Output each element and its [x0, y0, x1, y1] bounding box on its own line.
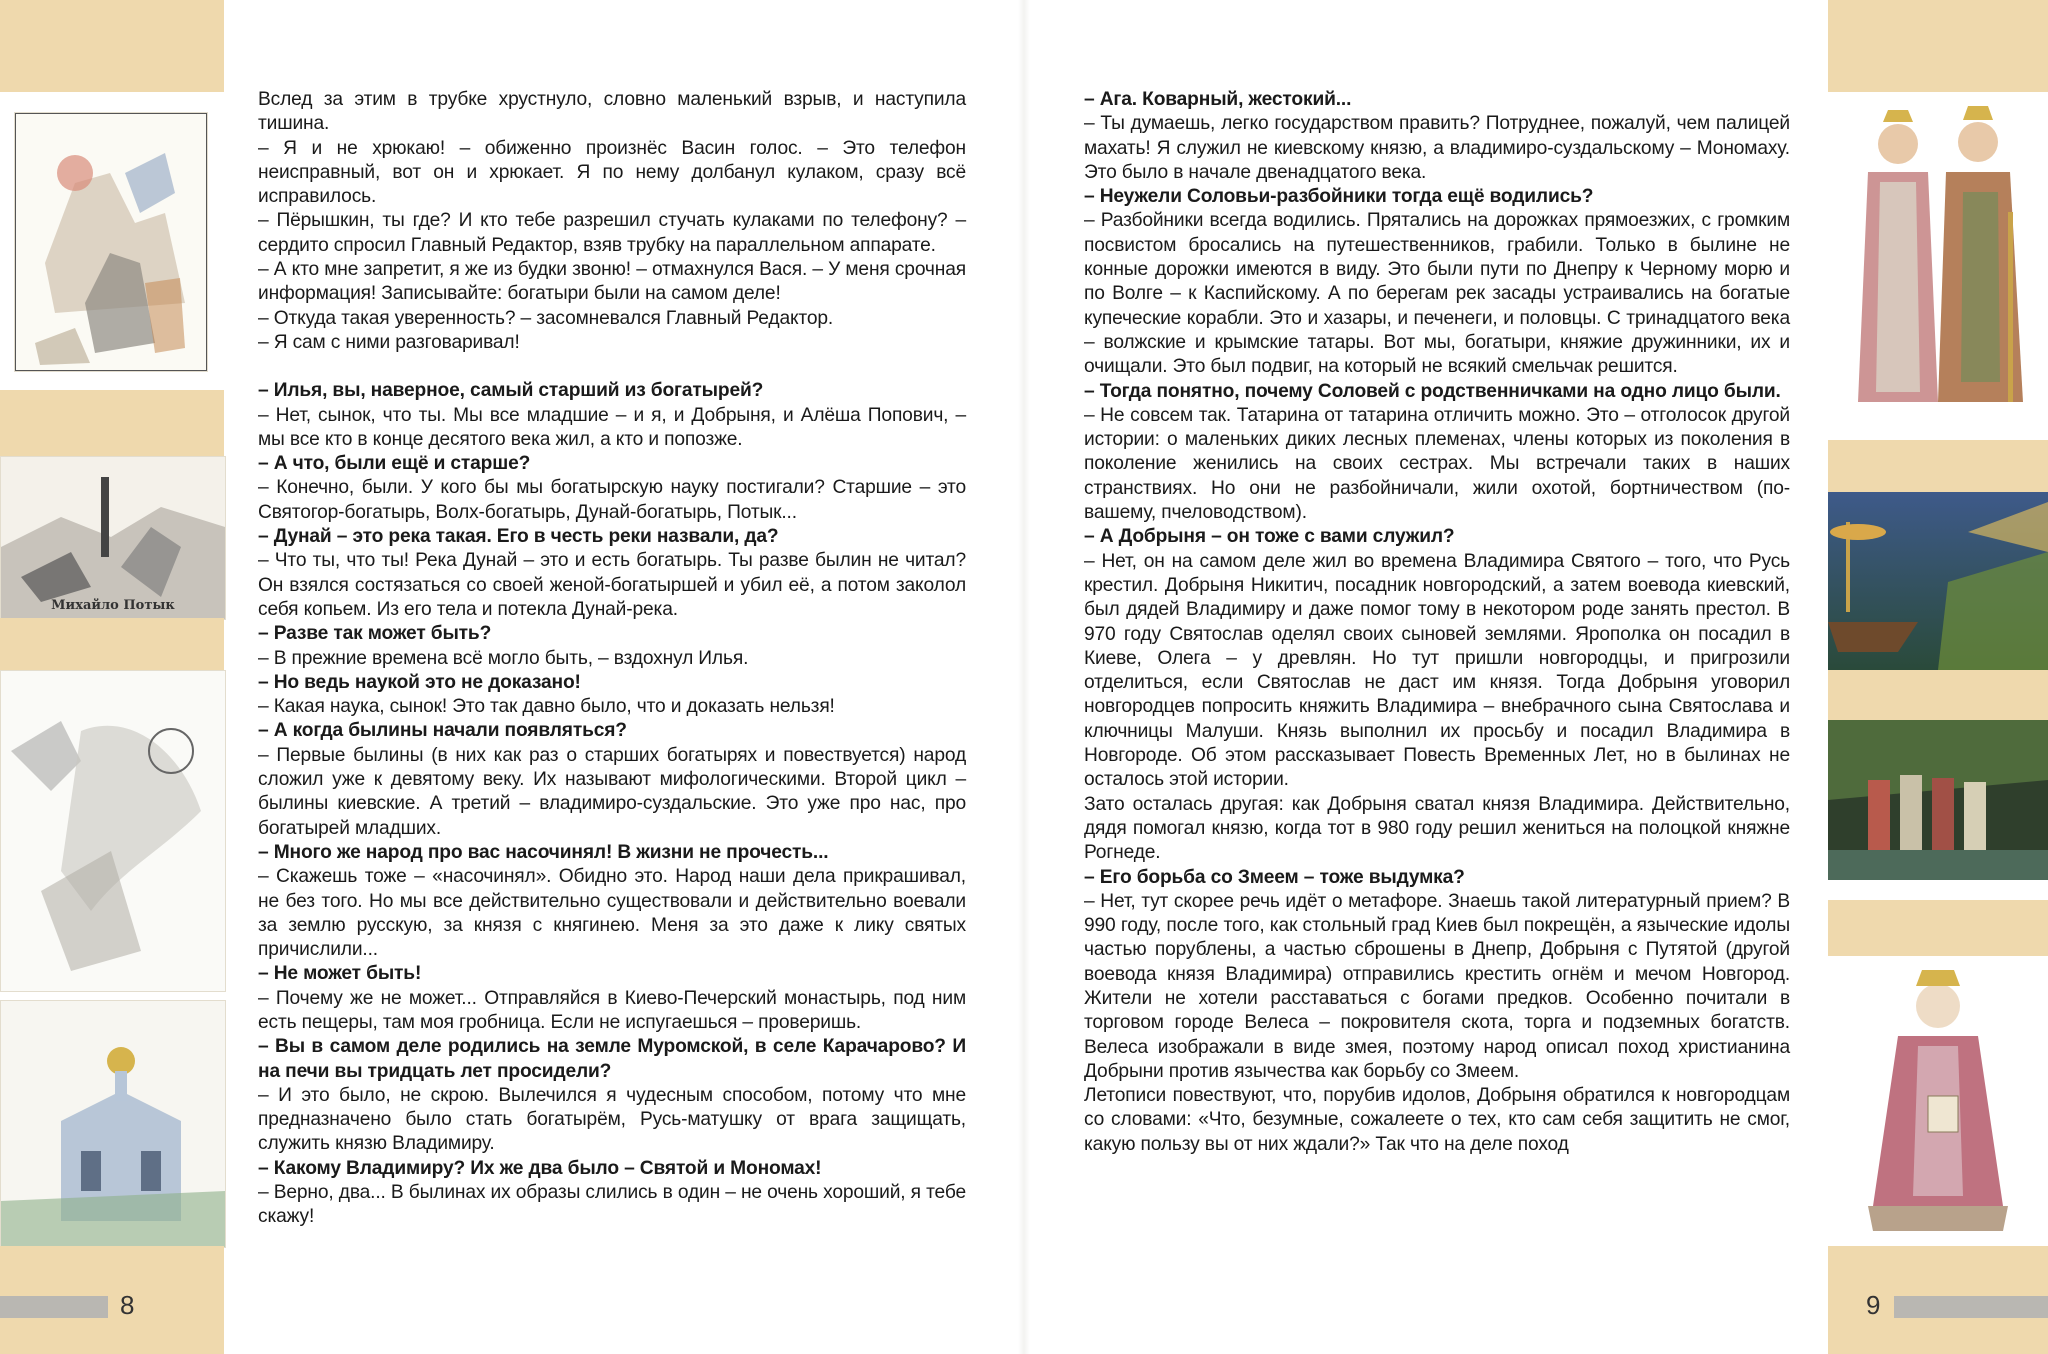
illustration-princess — [1828, 956, 2048, 1246]
left-page-bar — [0, 1296, 108, 1318]
left-band-3 — [0, 618, 224, 670]
paragraph: – Первые былины (в них как раз о старших богатырях и повествуется) народ сложил уже к девятому веку. Их называют мифологическими. Второй цикл – былины киевские. А третий – владимиро-суздальские. Это уже про нас, про богатырей младших. — [258, 744, 966, 839]
illustration-michailo-potyk — [0, 456, 226, 620]
paragraph: – Я и не хрюкаю! – обиженно произнёс Васин голос. – Это телефон неисправный, вот он и хрюкает. Я по нему долбанул кулаком, сразу всё исправилось. — [258, 137, 966, 208]
interview-question: – А когда былины начали появляться? — [258, 720, 627, 742]
right-band-top — [1828, 0, 2048, 92]
paragraph: – Нет, сынок, что ты. Мы все младшие – и я, и Добрыня, и Алёша Попович, – мы все кто в конце десятого века жил, а кто и попозже. — [258, 404, 966, 450]
left-illustration-column — [0, 0, 224, 1354]
illustration-monastery — [0, 1000, 226, 1248]
interview-question: – Вы в самом деле родились на земле Муромской, в селе Карачарово? И на печи вы тридцать лет просидели? — [258, 1036, 966, 1082]
right-band-4 — [1828, 900, 2048, 956]
paragraph: – Разбойники всегда водились. Прятались на дорожках прямоезжих, с громким посвистом бросались на путешественников, грабили. Только в былине не конные дорожки имеются в виду. Это были пути по Днепру к Черному морю и по Волге – к Каспийскому. А по берегам рек засады устраивались на богатые купеческие корабли. Это и хазары, и печенеги, и половцы. С тринадцатого века – волжские и крымские татары. Вот мы, богатыри, княжие дружинники, их и очищали. Это был подвиг, на который не всякий смельчак решится. — [1084, 210, 1790, 378]
illustration-archer — [0, 670, 226, 992]
paragraph: – Не совсем так. Татарина от татарина отличить можно. Это – отголосок другой истории: о маленьких диких лесных племенах, члены которых из поколения в поколение женились на своих сестрах. Мы встречали таких в наших странствиях. Но они не разбойничали, жили охотой, бортничеством (по-вашему, пчеловодством). — [1084, 404, 1790, 524]
interview-question: – Не может быть! — [258, 963, 422, 985]
left-band-2 — [0, 390, 224, 456]
illustration-warriors-group — [1828, 720, 2048, 880]
page-number-right: 9 — [1866, 1290, 1881, 1320]
paragraph: – Пёрышкин, ты где? И кто тебе разрешил стучать кулаками по телефону? – сердито спросил Главный Редактор, взяв трубку на параллельном аппарате. — [258, 210, 966, 256]
right-page-bar — [1894, 1296, 2048, 1318]
paragraph: – А кто мне запретит, я же из будки звоню! – отмахнулся Вася. – У меня срочная информация! Записывайте: богатыри были на самом деле! — [258, 259, 966, 305]
paragraph: – Нет, он на самом деле жил во времена Владимира Святого – того, что Русь крестил. Добрыня Никитич, посадник новгородский, а затем воевода киевский, был дядей Владимиру и даже помог тому в некотором роде занять престол. В 970 году Святослав оделял своих сыновей землями. Ярополка он посадил в Киеве, Олега – у древлян. Но тут пришли новгородцы, и пригрозили отделиться, если Святослав не даст им князя. Тогда Добрыня уговорил новгородцев попросить княжить Владимира – внебрачного сына Святослава и ключницы Малуши. Князь выполнил их просьбу и посадил Владимира в Новгороде. Об этом рассказывает Повесть Временных Лет, но в былинах не осталось этой истории. — [1084, 550, 1790, 791]
interview-question: – Дунай – это река такая. Его в честь реки назвали, да? — [258, 526, 779, 548]
illustration-caption: Михайло Потык — [51, 598, 175, 613]
paragraph: – Конечно, были. У кого бы мы богатырскую науку постигали? Старшие – это Святогор-богатырь, Волх-богатырь, Дунай-богатырь, Потык... — [258, 477, 966, 523]
paragraph: – И это было, не скрою. Вылечился я чудесным способом, потому что мне предназначено было стать богатырём, Русь-матушку от врага защищать, служить князю Владимиру. — [258, 1084, 966, 1155]
interview-question: – Илья, вы, наверное, самый старший из богатырей? — [258, 380, 764, 402]
interview-question: – Ага. Коварный, жестокий... — [1084, 89, 1352, 110]
right-illustration-column — [1828, 0, 2048, 1354]
interview-question: – Неужели Соловьи-разбойники тогда ещё водились? — [1084, 186, 1594, 208]
interview-question: – Какому Владимиру? Их же два было – Святой и Мономах! — [258, 1157, 822, 1179]
paragraph: – Откуда такая уверенность? – засомневался Главный Редактор. — [258, 307, 834, 329]
paragraph: Вслед за этим в трубке хрустнуло, словно маленький взрыв, и наступила тишина. — [258, 89, 966, 135]
interview-question: – Его борьба со Змеем – тоже выдумка? — [1084, 866, 1465, 888]
paragraph: – Ты думаешь, легко государством править? Потруднее, пожалуй, чем палицей махать! Я служил не киевскому князю, а владимиро-суздальскому – Мономаху. Это было в начале двенадцатого века. — [1084, 113, 1790, 183]
paragraph: – Я сам с ними разговаривал! — [258, 331, 520, 353]
paragraph: – В прежние времена всё могло быть, – вздохнул Илья. — [258, 647, 749, 669]
paragraph: – Верно, два... В былинах их образы слились в один – не очень хороший, я тебе скажу! — [258, 1182, 966, 1228]
page-gutter — [1018, 0, 1030, 1354]
paragraph: – Скажешь тоже – «насочинял». Обидно это. Народ наши дела прикрашивал, не без того. Но мы все действительно существовали и действительно воевали за землю русскую, за князя с княгинею. Меня за это даже к лику святых причислили... — [258, 866, 966, 961]
left-band-top — [0, 0, 224, 92]
interview-question: – А Добрыня – он тоже с вами служил? — [1084, 526, 1455, 548]
interview-question: – А что, были ещё и старше? — [258, 453, 531, 475]
paragraph: – Нет, тут скорее речь идёт о метафоре. Знаешь такой литературный прием? В 990 году, после того, как стольный град Киев был покрещён, а языческие идолы частью порублены, а частью сброшены в Днепр, Добрыня с Путятой (другой воевода князя Владимира) отправились крестить огнём и мечом Новгород. Жители не хотели расставаться с богами предков. Особенно почитали в торговом городе Велеса – покровителя скота, торга и подземных богатств. Велеса изображали в виде змея, поэтому народ описал поход христианина Добрыни против язычества как борьбу со Змеем. — [1084, 890, 1790, 1082]
paragraph-spacer — [258, 355, 966, 379]
left-page-text — [258, 88, 966, 1230]
right-band-3 — [1828, 670, 2048, 720]
paragraph: Летописи повествуют, что, порубив идолов, Добрыня обратился к новгородцам со словами: «Что, безумные, сожалеете о тех, кто сам себя защитить не смог, какую пользу вы от них ждали?» Так что на деле поход — [1084, 1085, 1790, 1155]
right-page-text — [1084, 88, 1790, 1157]
interview-question: – Тогда понятно, почему Соловей с родственничками на одно лицо были. — [1084, 380, 1781, 402]
page-number-left: 8 — [120, 1290, 135, 1320]
paragraph: – Что ты, что ты! Река Дунай – это и есть богатырь. Ты разве былин не читал? Он взялся состязаться со своей женой-богатыршей и убил её, а потом заколол себя копьем. Из его тела и потекла Дунай-река. — [258, 550, 966, 620]
illustration-riders — [14, 112, 208, 372]
right-band-2 — [1828, 440, 2048, 492]
paragraph: – Какая наука, сынок! Это так давно было, что и доказать нельзя! — [258, 696, 835, 718]
illustration-ship — [1828, 492, 2048, 670]
interview-question: – Но ведь наукой это не доказано! — [258, 671, 581, 693]
illustration-two-princes — [1828, 92, 2048, 432]
interview-question: – Разве так может быть? — [258, 623, 492, 645]
interview-question: – Много же народ про вас насочинял! В жизни не прочесть... — [258, 841, 829, 863]
paragraph: – Почему же не может... Отправляйся в Киево-Печерский монастырь, под ним есть пещеры, там моя гробница. Если не испугаешься – проверишь. — [258, 987, 966, 1033]
paragraph: Зато осталась другая: как Добрыня сватал князя Владимира. Действительно, дядя помогал князю, когда тот в 980 году решил жениться на полоцкой княжне Рогнеде. — [1084, 793, 1790, 864]
